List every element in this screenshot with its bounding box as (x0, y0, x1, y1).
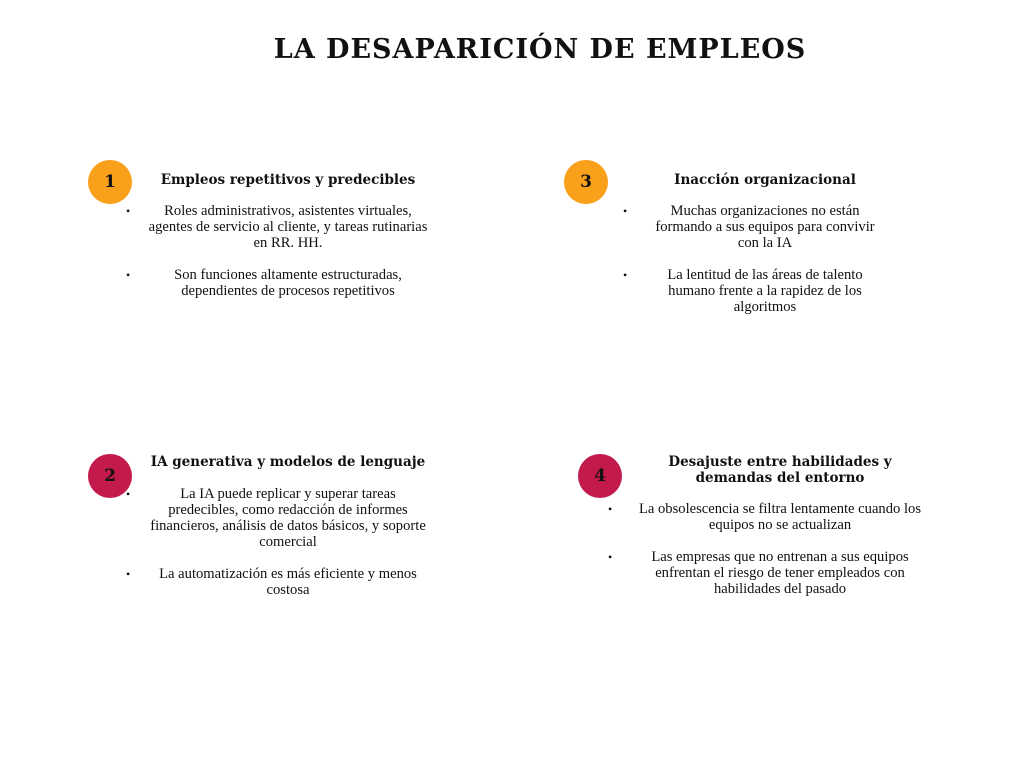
list-item (608, 501, 930, 533)
list-item (623, 203, 885, 251)
bullet-icon: • (126, 487, 131, 501)
list-item (126, 203, 428, 251)
bullet-text: La automatización es más eficiente y menos costosa (159, 566, 417, 598)
bullet-list (623, 203, 885, 315)
bullet-icon: • (126, 204, 131, 218)
bullet-text: Las empresas que no entrenan a sus equipos enfrentan el riesgo de tener empleados con habilidades del pasado (651, 549, 909, 597)
bullet-icon: • (608, 550, 613, 564)
list-item (126, 566, 428, 598)
card-3 (623, 172, 885, 315)
card-title: Desajuste entre habilidades y demandas del entorno (668, 454, 892, 486)
bullet-icon: • (623, 204, 628, 218)
bullet-icon: • (126, 567, 131, 581)
page-title: LA DESAPARICIÓN DE EMPLEOS (273, 34, 807, 65)
list-item (608, 549, 930, 597)
card-title: Empleos repetitivos y predecibles (160, 172, 416, 188)
bullet-text: La obsolescencia se filtra lentamente cuando los equipos no se actualizan (638, 501, 922, 533)
list-item (623, 267, 885, 315)
bullet-text: Son funciones altamente estructuradas, dependientes de procesos repetitivos (174, 267, 402, 299)
bullet-icon: • (126, 268, 131, 282)
card-4 (608, 454, 930, 597)
bullet-text: La IA puede replicar y superar tareas predecibles, como redacción de informes financieros, análisis de datos básicos, y soporte comercial (150, 486, 426, 550)
number-badge-1: 1 (88, 160, 132, 204)
bullet-icon: • (608, 502, 613, 516)
bullet-text: La lentitud de las áreas de talento humano frente a la rapidez de los algoritmos (667, 267, 863, 315)
card-2 (126, 454, 428, 598)
number-badge-3: 3 (564, 160, 608, 204)
list-item (126, 486, 428, 550)
card-title: Inacción organizacional (674, 172, 856, 188)
card-title: IA generativa y modelos de lenguaje (150, 454, 426, 470)
number-badge-2: 2 (88, 454, 132, 498)
bullet-list (608, 501, 930, 597)
bullet-text: Roles administrativos, asistentes virtuales, agentes de servicio al cliente, y tareas rutinarias en RR. HH. (148, 203, 428, 251)
bullet-icon: • (623, 268, 628, 282)
card-1 (126, 172, 428, 299)
list-item (126, 267, 428, 299)
bullet-list (126, 486, 428, 598)
number-badge-4: 4 (578, 454, 622, 498)
bullet-text: Muchas organizaciones no están formando a sus equipos para convivir con la IA (655, 203, 875, 251)
bullet-list (126, 203, 428, 299)
